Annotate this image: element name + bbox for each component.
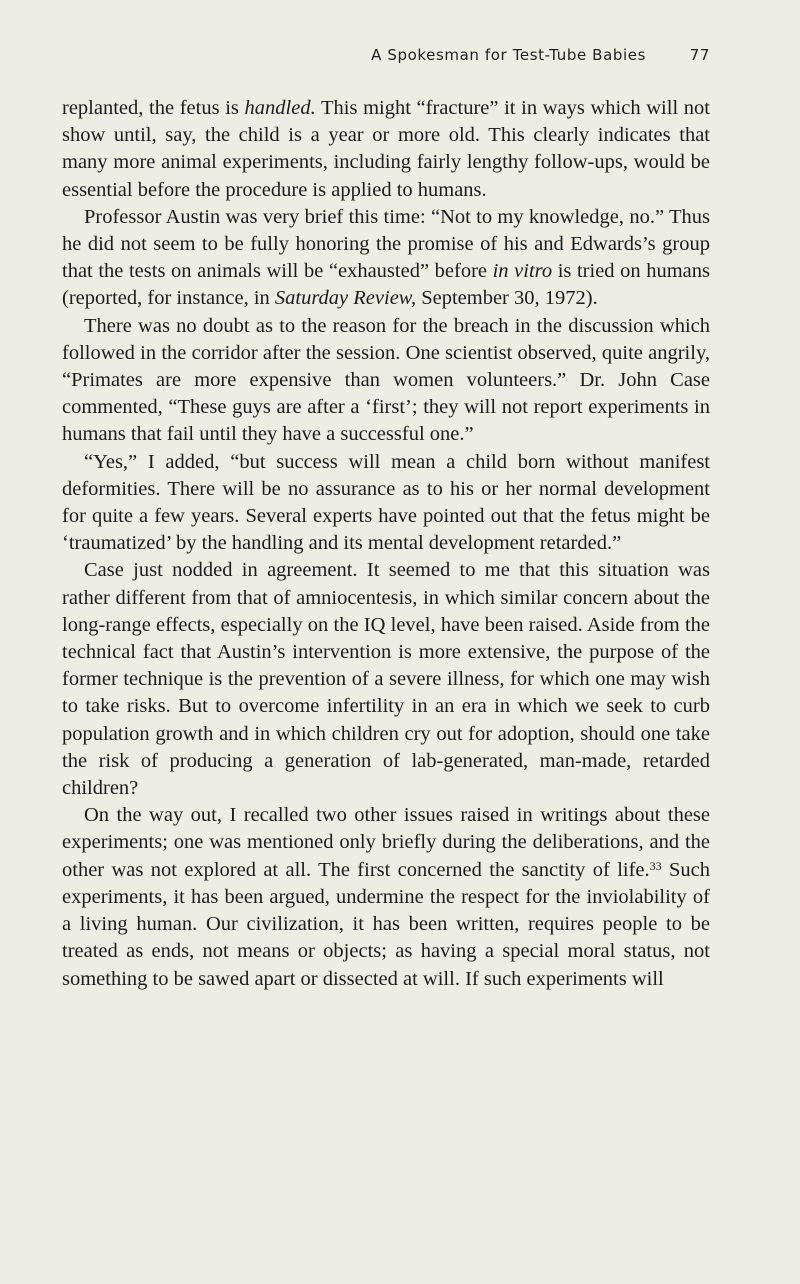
body-text	[62, 95, 710, 993]
paragraph-6-text-b: Such experiments, it has been argued, undermine the respect for the inviolability of a living human. Our civilization, it has been written, requires people to be treated as ends, not means or objects; as having a special moral status, not something to be sawed apart or dissected at will. If such experiments will	[62, 858, 710, 990]
paragraph-4-text: “Yes,” I added, “but success will mean a child born without manifest deformities. There will be no assurance as to his or her normal development for quite a few years. Several experts have pointed out that the fetus might be ‘traumatized’ by the handling and its mental development retarded.”	[62, 450, 710, 555]
paragraph-5	[62, 557, 710, 802]
paragraph-5-text: Case just nodded in agreement. It seemed to me that this situation was rather different from that of amniocentesis, in which similar concern about the long-range effects, especially on the IQ level, have been raised. Aside from the technical fact that Austin’s intervention is more extensive, the purpose of the former technique is the prevention of a severe illness, for which one may wish to take risks. But to overcome infertility in an era in which we seek to curb population growth and in which children cry out for adoption, should one take the risk of producing a generation of lab-generated, man-made, retarded children?	[62, 559, 710, 800]
paragraph-6-text-a: On the way out, I recalled two other issues raised in writings about these experiments; one was mentioned only briefly during the deliberations, and the other was not explored at all. The first concerned the sanctity of life.	[62, 804, 710, 881]
paragraph-1-text-c: This might “fracture” it in ways which will not show until, say, the child is a year or more old. This clearly indicates that many more animal experiments, including fairly lengthy follow-ups, would be essential before the procedure is applied to humans.	[62, 97, 710, 201]
paragraph-3-text: There was no doubt as to the reason for the breach in the discussion which followed in the corridor after the session. One scientist observed, quite angrily, “Primates are more expensive than women volunteers.” Dr. John Case commented, “These guys are after a ‘first’; they will not report experiments in humans that fail until they have a successful one.”	[62, 314, 710, 446]
paragraph-1-text-a: replanted, the fetus is	[62, 97, 245, 119]
paragraph-3	[62, 313, 710, 449]
running-head	[62, 46, 710, 70]
paragraph-2-text-a: Professor Austin was very brief this time: “Not to my knowledge, no.” Thus he did not seem to be fully honoring the promise of his and Edwards’s group that the tests on animals will be “exhausted” before	[62, 205, 710, 283]
paragraph-6	[62, 802, 710, 992]
running-title: A Spokesman for Test-Tube Babies	[371, 46, 646, 64]
paragraph-2-text-c: is tried on humans (reported, for instance, in	[62, 260, 710, 310]
paragraph-2-italic-publication: Saturday Review,	[274, 287, 417, 310]
footnote-marker[interactable]: 33	[649, 858, 662, 873]
paragraph-4	[62, 449, 710, 558]
paragraph-2-text-e: September 30, 1972).	[416, 287, 598, 310]
paragraph-2-italic-in-vitro: in vitro	[492, 260, 553, 283]
book-page	[62, 0, 710, 1284]
page-number: 77	[689, 46, 710, 64]
paragraph-1-emphasis: handled.	[244, 97, 316, 119]
paragraph-2	[62, 204, 710, 313]
paragraph-1	[62, 95, 710, 204]
